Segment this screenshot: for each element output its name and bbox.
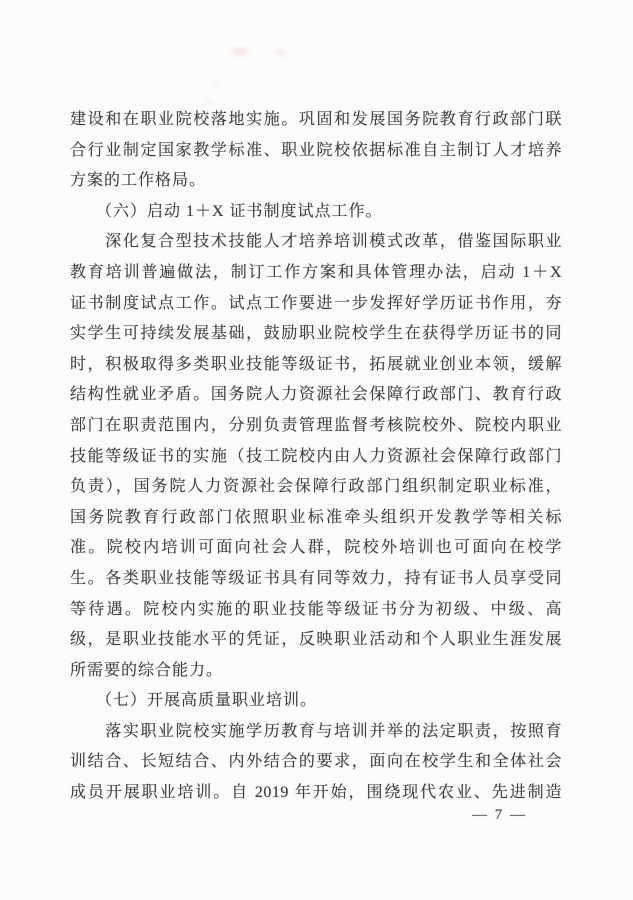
text-line: 深化复合型技术技能人才培养培训模式改革，借鉴国际职业 xyxy=(70,233,562,251)
text-line: 结构性就业矛盾。国务院人力资源社会保障行政部门、教育行政 xyxy=(70,386,562,404)
text-line: 方案的工作格局。 xyxy=(70,172,207,190)
section-heading: （七）开展高质量职业培训。 xyxy=(70,692,318,710)
section-heading: （六）启动 1＋X 证书制度试点工作。 xyxy=(70,202,383,220)
text-line: 训结合、长短结合、内外结合的要求，面向在校学生和全体社会 xyxy=(70,753,562,771)
scan-smudge xyxy=(212,82,220,87)
scan-smudge xyxy=(276,50,286,56)
text-line: 级，是职业技能水平的凭证，反映职业活动和个人职业生涯发展 xyxy=(70,631,562,649)
text-line: 落实职业院校实施学历教育与培训并举的法定职责，按照育 xyxy=(70,722,562,740)
text-line: 国务院教育行政部门依照职业标准牵头组织开发教学等相关标 xyxy=(70,508,562,526)
text-line: 时，积极取得多类职业技能等级证书，拓展就业创业本领，缓解 xyxy=(70,355,562,373)
text-line: 证书制度试点工作。试点工作要进一步发挥好学历证书作用，夯 xyxy=(70,294,562,312)
text-line: 所需要的综合能力。 xyxy=(70,661,224,679)
text-line: 建设和在职业院校落地实施。巩固和发展国务院教育行政部门联 xyxy=(70,111,562,128)
text-line: 负责），国务院人力资源社会保障行政部门组织制定职业标准， xyxy=(70,478,562,496)
text-line: 生。各类职业技能等级证书具有同等效力，持有证书人员享受同 xyxy=(70,569,562,587)
text-line: 等待遇。院校内实施的职业技能等级证书分为初级、中级、高 xyxy=(70,600,562,618)
document-body xyxy=(70,105,562,809)
text-line: 实学生可持续发展基础，鼓励职业院校学生在获得学历证书的同 xyxy=(70,325,562,343)
text-line: 部门在职责范围内，分别负责管理监督考核院校外、院校内职业 xyxy=(70,416,562,434)
text-line: 准。院校内培训可面向社会人群，院校外培训也可面向在校学 xyxy=(70,539,562,557)
text-line: 成员开展职业培训。自 2019 年开始，围绕现代农业、先进制造 xyxy=(70,784,562,802)
scan-smudge xyxy=(232,48,248,55)
text-line: 技能等级证书的实施（技工院校内由人力资源社会保障行政部门 xyxy=(70,447,562,465)
text-line: 教育培训普遍做法，制订工作方案和具体管理办法，启动 1＋X xyxy=(70,263,562,281)
text-line: 合行业制定国家教学标准、职业院校依据标准自主制订人才培养 xyxy=(70,141,562,159)
page-number: — 7 — xyxy=(472,807,527,823)
